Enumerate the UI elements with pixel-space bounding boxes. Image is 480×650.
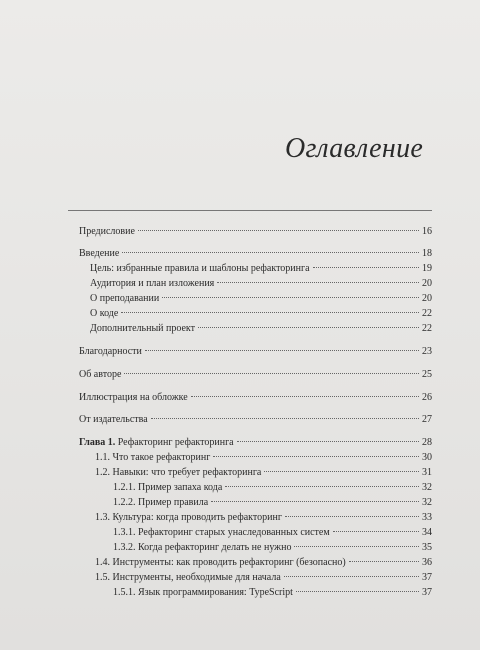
toc-entry[interactable]: 1.2. Навыки: что требует рефакторинга 31	[95, 467, 432, 478]
toc-entry[interactable]: 1.4. Инструменты: как проводить рефакторинг (безопасно) 36	[95, 557, 432, 568]
toc-entry[interactable]: Благодарности 23	[79, 346, 432, 357]
toc-entry[interactable]: 1.3. Культура: когда проводить рефакторинг 33	[95, 512, 432, 523]
toc-entry[interactable]: 1.3.1. Рефакторинг старых унаследованных систем 34	[113, 527, 432, 538]
toc-entry[interactable]: Иллюстрация на обложке 26	[79, 392, 432, 403]
toc-entry[interactable]: От издательства 27	[79, 414, 432, 425]
toc-entry[interactable]: О коде 22	[90, 308, 432, 319]
toc-entry[interactable]: 1.1. Что такое рефакторинг 30	[95, 452, 432, 463]
toc-entry[interactable]: Дополнительный проект 22	[90, 323, 432, 334]
toc-chapter-entry[interactable]: Глава 1. Рефакторинг рефакторинга 28	[79, 437, 432, 448]
toc-entry[interactable]: 1.3.2. Когда рефакторинг делать не нужно 35	[113, 542, 432, 553]
toc-entry[interactable]: Введение 18	[79, 248, 432, 259]
toc-entry[interactable]: Аудитория и план изложения 20	[90, 278, 432, 289]
toc-entry[interactable]: 1.5.1. Язык программирования: TypeScript 37	[113, 587, 432, 598]
page-title: Оглавление	[285, 133, 424, 164]
toc-entry[interactable]: 1.2.2. Пример правила 32	[113, 497, 432, 508]
toc-entry[interactable]: О преподавании 20	[90, 293, 432, 304]
toc-entry[interactable]: Об авторе 25	[79, 369, 432, 380]
toc-entry[interactable]: 1.5. Инструменты, необходимые для начала 37	[95, 572, 432, 583]
toc-entry[interactable]: 1.2.1. Пример запаха кода 32	[113, 482, 432, 493]
toc-entry[interactable]: Цель: избранные правила и шаблоны рефакторинга 19	[90, 263, 432, 274]
toc-entry[interactable]: Предисловие 16	[79, 226, 432, 237]
